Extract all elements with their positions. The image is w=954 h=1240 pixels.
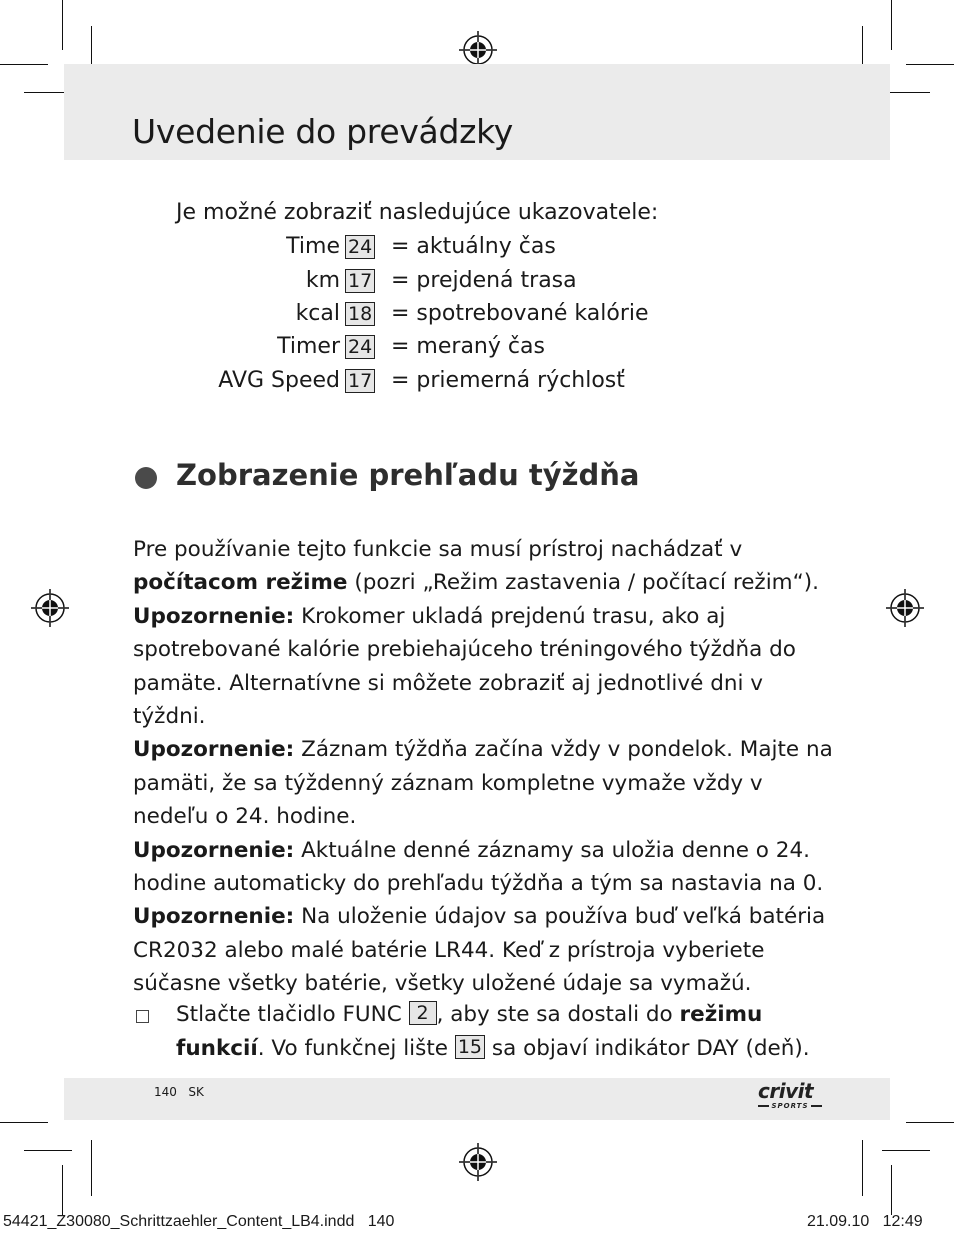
registration-mark-icon [886,589,924,627]
crop-mark [862,1140,863,1196]
reference-number: 2 [409,1001,437,1025]
note-paragraph [133,834,833,901]
crop-mark [906,64,954,65]
indicator-row [0,266,380,296]
slug-file: 54421_Z30080_Schrittzaehler_Content_LB4.indd [3,1213,355,1230]
crop-mark [906,1122,954,1123]
indicator-desc: = meraný čas [391,334,545,359]
crop-mark [0,1122,48,1123]
section-title: Zobrazenie prehľadu týždňa [176,458,640,492]
crop-mark [91,1140,92,1196]
slug-time: 12:49 [882,1213,923,1230]
reference-number: 17 [345,269,375,293]
text: . Vo funkčnej lište [257,1036,455,1061]
section-body [133,533,833,1001]
crop-mark [882,1150,930,1151]
brand-name: crivit [758,1079,814,1103]
slug-page: 140 [367,1213,395,1230]
crop-mark [891,1165,892,1215]
indicator-row [0,299,380,329]
text: , aby ste sa dostali do [436,1002,680,1027]
note-text: Záznam týždňa začína vždy v pondelok. Majte na pamäti, že sa týždenný záznam kompletne vymaže vždy v nedeľu o 24. hodine. [133,737,833,830]
registration-mark-icon [31,589,69,627]
crop-mark [24,1150,72,1151]
note-paragraph [133,900,833,1000]
note-label: Upozornenie: [133,737,295,763]
indicator-row [0,232,380,262]
note-label: Upozornenie: [133,603,295,629]
slug-datetime [807,1213,923,1231]
language-code: SK [188,1085,204,1099]
reference-number: 15 [455,1035,485,1059]
bold-text: režimu funkcií [176,1002,763,1061]
crop-mark [62,1165,63,1215]
indicator-name: km [305,268,340,293]
note-paragraph [133,733,833,833]
indicators-intro: Je možné zobraziť nasledujúce ukazovatele: [176,200,659,225]
reference-number: 24 [345,235,375,259]
indicator-name: kcal [295,301,340,326]
crop-mark [891,0,892,50]
section-bullet-icon [135,467,157,489]
page-title: Uvedenie do prevádzky [132,112,514,151]
crivit-logo [758,1081,822,1117]
text: sa objaví indikátor DAY (deň). [485,1036,810,1061]
registration-mark-icon [459,1143,497,1181]
indicator-name: Time [286,234,340,259]
note-text: Aktuálne denné záznamy sa uložia denne o 24. hodine automaticky do prehľadu týždňa a tým sa nastavia na 0. [133,837,824,897]
note-text: Krokomer ukladá prejdenú trasu, ako aj spotrebované kalórie prebiehajúceho tréningového týždňa do pamäte. Alternatívne si môžete zobraziť aj jednotlivé dni v týždni. [133,603,796,730]
step-instruction [176,998,836,1066]
crop-mark [0,64,48,65]
note-paragraph [133,600,833,734]
page-number [154,1085,204,1099]
indicator-name: AVG Speed [218,368,340,393]
crop-mark [62,0,63,50]
logo-rule [811,1105,822,1107]
indicator-desc: = priemerná rýchlosť [391,368,625,393]
indicator-row [0,332,380,362]
note-text: Na uloženie údajov sa používa buď veľká batéria CR2032 alebo malé batérie LR44. Keď z prístroja vyberiete súčasne všetky batérie, všetky uložené údaje sa vymažú. [133,904,826,997]
note-label: Upozornenie: [133,904,295,930]
text: Pre používanie tejto funkcie sa musí prístroj nachádzať v [133,537,743,562]
slug-date: 21.09.10 [807,1213,870,1230]
brand-sub: SPORTS [771,1102,809,1110]
text: (pozri „Režim zastavenia / počítací režim“). [347,570,819,596]
page-number-value: 140 [154,1085,177,1099]
slug-filename [3,1213,394,1231]
reference-number: 24 [345,335,375,359]
indicator-desc: = prejdená trasa [391,268,577,293]
reference-number: 18 [345,302,375,326]
indicator-row [0,366,380,396]
note-label: Upozornenie: [133,837,295,863]
indicator-desc: = aktuálny čas [391,234,556,259]
indicator-name: Timer [277,334,340,359]
paragraph [133,533,833,600]
indicator-desc: = spotrebované kalórie [391,301,649,326]
logo-rule [758,1105,769,1107]
reference-number: 17 [345,369,375,393]
step-checkbox-icon [136,1010,149,1023]
bold-text: počítacom režime [133,570,348,596]
text: Stlačte tlačidlo FUNC [176,1002,409,1027]
